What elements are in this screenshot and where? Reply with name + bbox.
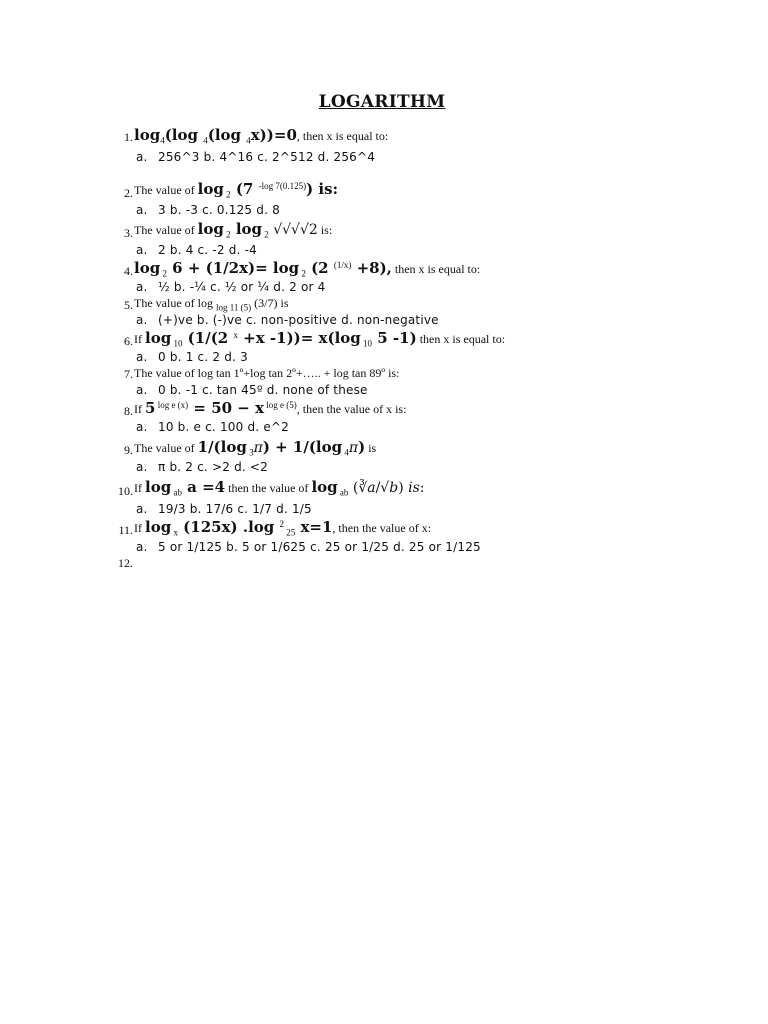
question-9-options: a. π b. 2 c. >2 d. <2 [136,460,269,474]
question-2-text: The value of log $_2$ (7 $^{-log 7(0.125)}$) is: [134,180,339,200]
question-number: 12. [118,556,133,570]
page-title: LOGARITHM [318,92,446,112]
question-number: 6. [124,334,133,348]
question-number: 10. [118,484,133,498]
question-number: 1. [124,130,133,144]
question-number: 3. [124,226,133,240]
question-6-text: If log $_{10}$ (1/(2 $^x$ +x -1))= x(log $_{10}$ 5 -1) then x is equal to: [134,329,506,349]
question-10-text: If log $_{ab}$ a =4 then the value of log $_{ab}$ (∛a/√b) is: [134,478,425,498]
question-1-options: a. 256^3 b. 4^16 c. 2^512 d. 256^4 [136,150,376,164]
question-8-text: If 5 $^{log e (x)}$ = 50 − x $^{log e (5)}$, then the value of x is: [134,399,407,417]
question-11-options: a. 5 or 1/125 b. 5 or 1/625 c. 25 or 1/25 d. 25 or 1/125 [136,540,481,554]
question-number: 4. [124,264,133,278]
question-number: 5. [124,298,133,312]
question-3-options: a. 2 b. 4 c. -2 d. -4 [136,243,257,257]
question-9-text: The value of 1/(log $_3$π) + 1/(log $_4$π) is [134,438,377,458]
question-5-text: The value of log $_{log 11 (5)}$ (3/7) is [134,296,289,313]
question-8-options: a. 10 b. e c. 100 d. e^2 [136,420,289,434]
question-number: 9. [124,443,133,457]
question-1-text: $\log_4(\log$ $_4$(log $_4$x))=0, then x is equal to: [134,126,389,146]
question-number: 2. [124,186,133,200]
question-4-options: a. ½ b. -¼ c. ½ or ¼ d. 2 or 4 [136,280,326,294]
question-number: 7. [124,367,133,381]
question-11-text: If log $_x$ (125x) .log $^2$ $_{25}$ x=1, then the value of x: [134,518,432,538]
question-3-text: The value of log $_2$ log $_2$ √√√√2 is: [134,220,333,240]
question-4-text: log $_2$ 6 + (1/2x)= log $_2$ (2 $^{(1/x)}$ +8), then x is equal to: [134,259,481,279]
question-7-text: The value of log tan 1º+log tan 2º+….. + log tan 89º is: [134,366,400,380]
question-7-options: a. 0 b. -1 c. tan 45º d. none of these [136,383,368,397]
question-5-options: a. (+)ve b. (-)ve c. non-positive d. non-negative [136,313,439,327]
question-number: 8. [124,404,133,418]
question-10-options: a. 19/3 b. 17/6 c. 1/7 d. 1/5 [136,502,312,516]
question-2-options: a. 3 b. -3 c. 0.125 d. 8 [136,203,280,217]
question-6-options: a. 0 b. 1 c. 2 d. 3 [136,350,248,364]
question-number: 11. [118,523,133,537]
